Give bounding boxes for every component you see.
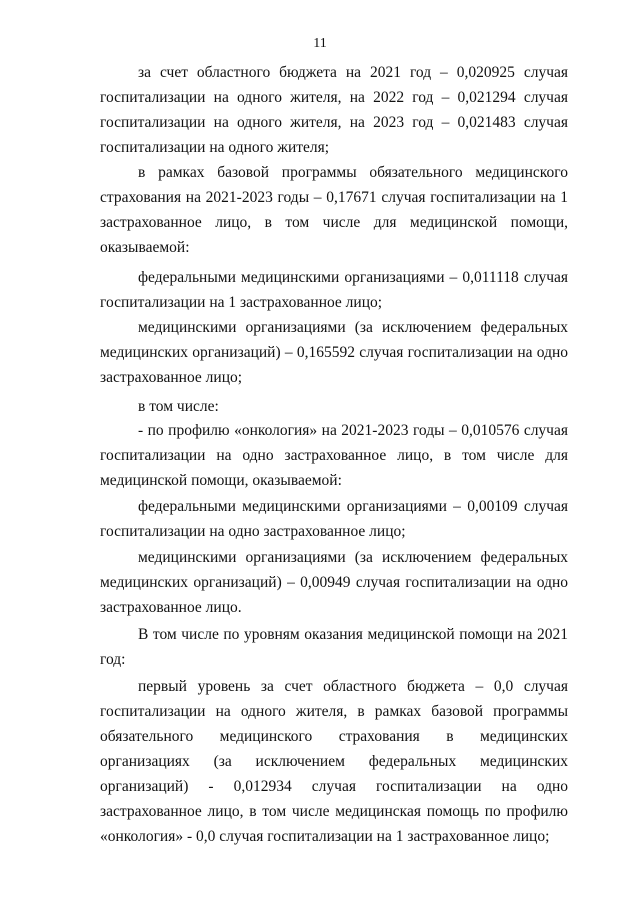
paragraph-regional-budget: за счет областного бюджета на 2021 год – 0,020925 случая госпитализации на одного жителя, на 2022 год – 0,021294 случая госпитализации на одного жителя, на 2023 год – 0,021483 случая госпитализации на одного жителя; — [100, 64, 568, 156]
paragraph-oncology-federal: федеральными медицинскими организациями – 0,00109 случая госпитализации на одно застрахованное лицо; — [100, 498, 568, 540]
paragraph-medical-orgs: медицинскими организациями (за исключением федеральных медицинских организаций) – 0,165592 случая госпитализации на одно застрахованное лицо; — [100, 319, 568, 386]
paragraph-federal-orgs: федеральными медицинскими организациями – 0,011118 случая госпитализации на 1 застрахованное лицо; — [100, 269, 568, 311]
paragraph-including: в том числе: — [138, 398, 219, 415]
paragraph-basic-program: в рамках базовой программы обязательного медицинского страхования на 2021-2023 годы – 0,17671 случая госпитализации на 1 застрахованное лицо, в том числе для медицинской помощи, оказываемой: — [100, 164, 568, 256]
paragraph-oncology: - по профилю «онкология» на 2021-2023 годы – 0,010576 случая госпитализации на одно застрахованное лицо, в том числе для медицинской помощи, оказываемой: — [100, 422, 568, 489]
page-number: 11 — [313, 36, 327, 51]
paragraph-levels-2021: В том числе по уровням оказания медицинской помощи на 2021 год: — [100, 626, 568, 668]
paragraph-first-level: первый уровень за счет областного бюджета – 0,0 случая госпитализации на одного жителя, в рамках базовой программы обязательного медицинского страхования в медицинских организациях (за исключением федеральных медицинских организаций) - 0,012934 случая госпитализации на одно застрахованное лицо, в том числе медицинская помощь по профилю «онкология» - 0,0 случая госпитализации на 1 застрахованное лицо; — [100, 678, 568, 845]
paragraph-oncology-medical-orgs: медицинскими организациями (за исключением федеральных медицинских организаций) – 0,00949 случая госпитализации на одно застрахованное лицо. — [100, 549, 568, 616]
